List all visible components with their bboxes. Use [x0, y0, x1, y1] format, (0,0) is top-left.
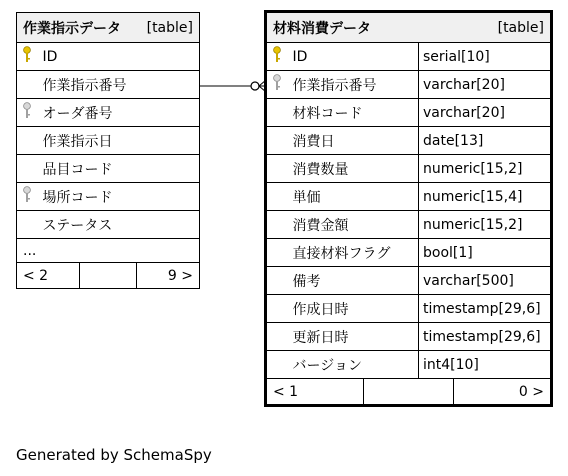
parent-count[interactable]: < 1: [267, 379, 364, 404]
column-name: ステータス: [37, 211, 200, 239]
material-consumption-tag: [table]: [497, 19, 544, 36]
column-name: オーダ番号: [37, 99, 200, 127]
column-name: 消費日: [287, 127, 419, 155]
work-orders-title: 作業指示データ: [23, 20, 121, 37]
column-type: numeric[15,2]: [419, 211, 551, 239]
parent-count[interactable]: < 2: [17, 263, 80, 288]
generated-by-text: Generated by SchemaSpy: [16, 446, 212, 464]
column-type: timestamp[29,6]: [419, 323, 551, 351]
column-name: ID: [37, 43, 200, 71]
column-name: バージョン: [287, 351, 419, 379]
column-type: int4[10]: [419, 351, 551, 379]
column-type: date[13]: [419, 127, 551, 155]
column-name: ID: [287, 43, 419, 71]
column-type: varchar[20]: [419, 99, 551, 127]
column-name: 作業指示番号: [287, 71, 419, 99]
column-type: varchar[20]: [419, 71, 551, 99]
column-type: timestamp[29,6]: [419, 295, 551, 323]
column-name: 消費金額: [287, 211, 419, 239]
column-name: 作業指示番号: [37, 71, 200, 99]
zero-cardinality-icon: [251, 82, 259, 90]
child-count[interactable]: 9 >: [167, 267, 193, 284]
column-type: numeric[15,4]: [419, 183, 551, 211]
material-consumption-title: 材料消費データ: [273, 20, 371, 37]
column-name: 更新日時: [287, 323, 419, 351]
column-name: 材料コード: [287, 99, 419, 127]
column-name: 備考: [287, 267, 419, 295]
column-name: 品目コード: [37, 155, 200, 183]
column-type: numeric[15,2]: [419, 155, 551, 183]
column-name: 単価: [287, 183, 419, 211]
column-name: 作成日時: [287, 295, 419, 323]
column-type: bool[1]: [419, 239, 551, 267]
column-name: 消費数量: [287, 155, 419, 183]
column-type: varchar[500]: [419, 267, 551, 295]
work-orders-tag: [table]: [146, 19, 193, 36]
column-type: serial[10]: [419, 43, 551, 71]
crowfoot-upper-icon: [259, 80, 266, 86]
column-name: 直接材料フラグ: [287, 239, 419, 267]
child-count[interactable]: 0 >: [518, 383, 545, 400]
column-name: 作業指示日: [37, 127, 200, 155]
column-name: 場所コード: [37, 183, 200, 211]
more-columns-indicator: ...: [17, 239, 200, 263]
crowfoot-lower-icon: [259, 86, 266, 92]
